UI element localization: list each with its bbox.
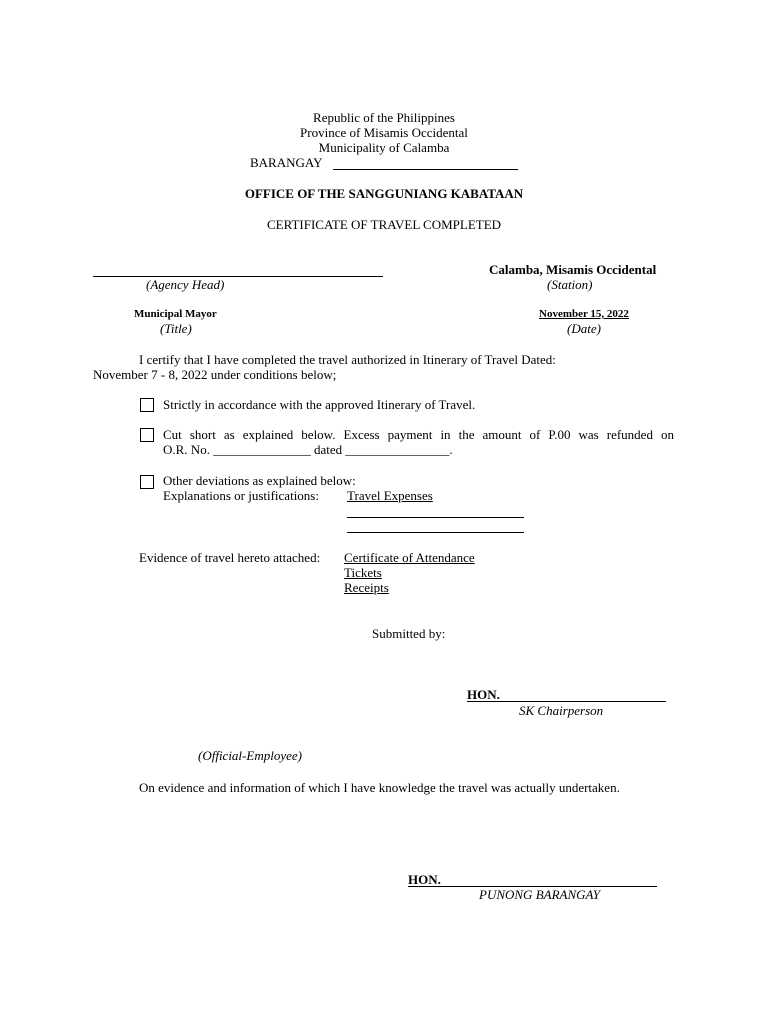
station-value: Calamba, Misamis Occidental	[489, 262, 657, 277]
date-label: (Date)	[567, 321, 601, 336]
title-label: (Title)	[160, 321, 192, 336]
explanation-blank-line-2	[347, 532, 524, 533]
option-cut-short-checkbox[interactable]	[140, 428, 154, 442]
submitted-by-label: Submitted by:	[372, 626, 446, 641]
option-strict-checkbox[interactable]	[140, 398, 154, 412]
option-cut-short-line-1: Cut short as explained below. Excess payment in the amount of P.00 was refunded on	[163, 427, 674, 442]
explanation-blank-line-1	[347, 517, 524, 518]
title-value: Municipal Mayor	[134, 308, 217, 320]
option-other-label: Other deviations as explained below:	[163, 473, 356, 488]
agency-head-label: (Agency Head)	[146, 277, 225, 292]
evidence-item: Tickets	[344, 565, 382, 580]
evidence-item: Certificate of Attendance	[344, 550, 475, 565]
agency-head-line	[93, 276, 383, 277]
sk-chairperson-title: SK Chairperson	[519, 703, 604, 718]
hon-punong-prefix: HON.	[408, 872, 441, 887]
official-employee-label: (Official-Employee)	[198, 748, 302, 763]
municipality-line: Municipality of Calamba	[318, 140, 450, 155]
approval-statement: On evidence and information of which I have knowledge the travel was actually undertaken.	[139, 780, 620, 795]
option-other-checkbox[interactable]	[140, 475, 154, 489]
barangay-blank-line	[333, 169, 518, 170]
document-title: CERTIFICATE OF TRAVEL COMPLETED	[266, 217, 502, 232]
evidence-label: Evidence of travel hereto attached:	[139, 550, 321, 565]
option-cut-short-line-2: O.R. No. _______________ dated ________________.	[163, 442, 453, 457]
station-label: (Station)	[547, 277, 593, 292]
certify-line-1: I certify that I have completed the travel authorized in Itinerary of Travel Dated:	[139, 352, 556, 367]
evidence-item: Receipts	[344, 580, 389, 595]
province-line: Province of Misamis Occidental	[300, 125, 468, 140]
republic-line: Republic of the Philippines	[313, 110, 455, 125]
explanations-label: Explanations or justifications:	[163, 488, 319, 503]
barangay-label: BARANGAY	[250, 155, 323, 170]
explanation-value: Travel Expenses	[347, 488, 433, 503]
sk-signature-line	[467, 701, 666, 702]
date-value: November 15, 2022	[539, 308, 629, 320]
certify-line-2: November 7 - 8, 2022 under conditions below;	[93, 367, 337, 382]
punong-barangay-title: PUNONG BARANGAY	[479, 887, 600, 902]
option-strict-label: Strictly in accordance with the approved Itinerary of Travel.	[163, 397, 476, 412]
hon-sk-prefix: HON.	[467, 687, 500, 702]
office-title: OFFICE OF THE SANGGUNIANG KABATAAN	[244, 186, 524, 201]
